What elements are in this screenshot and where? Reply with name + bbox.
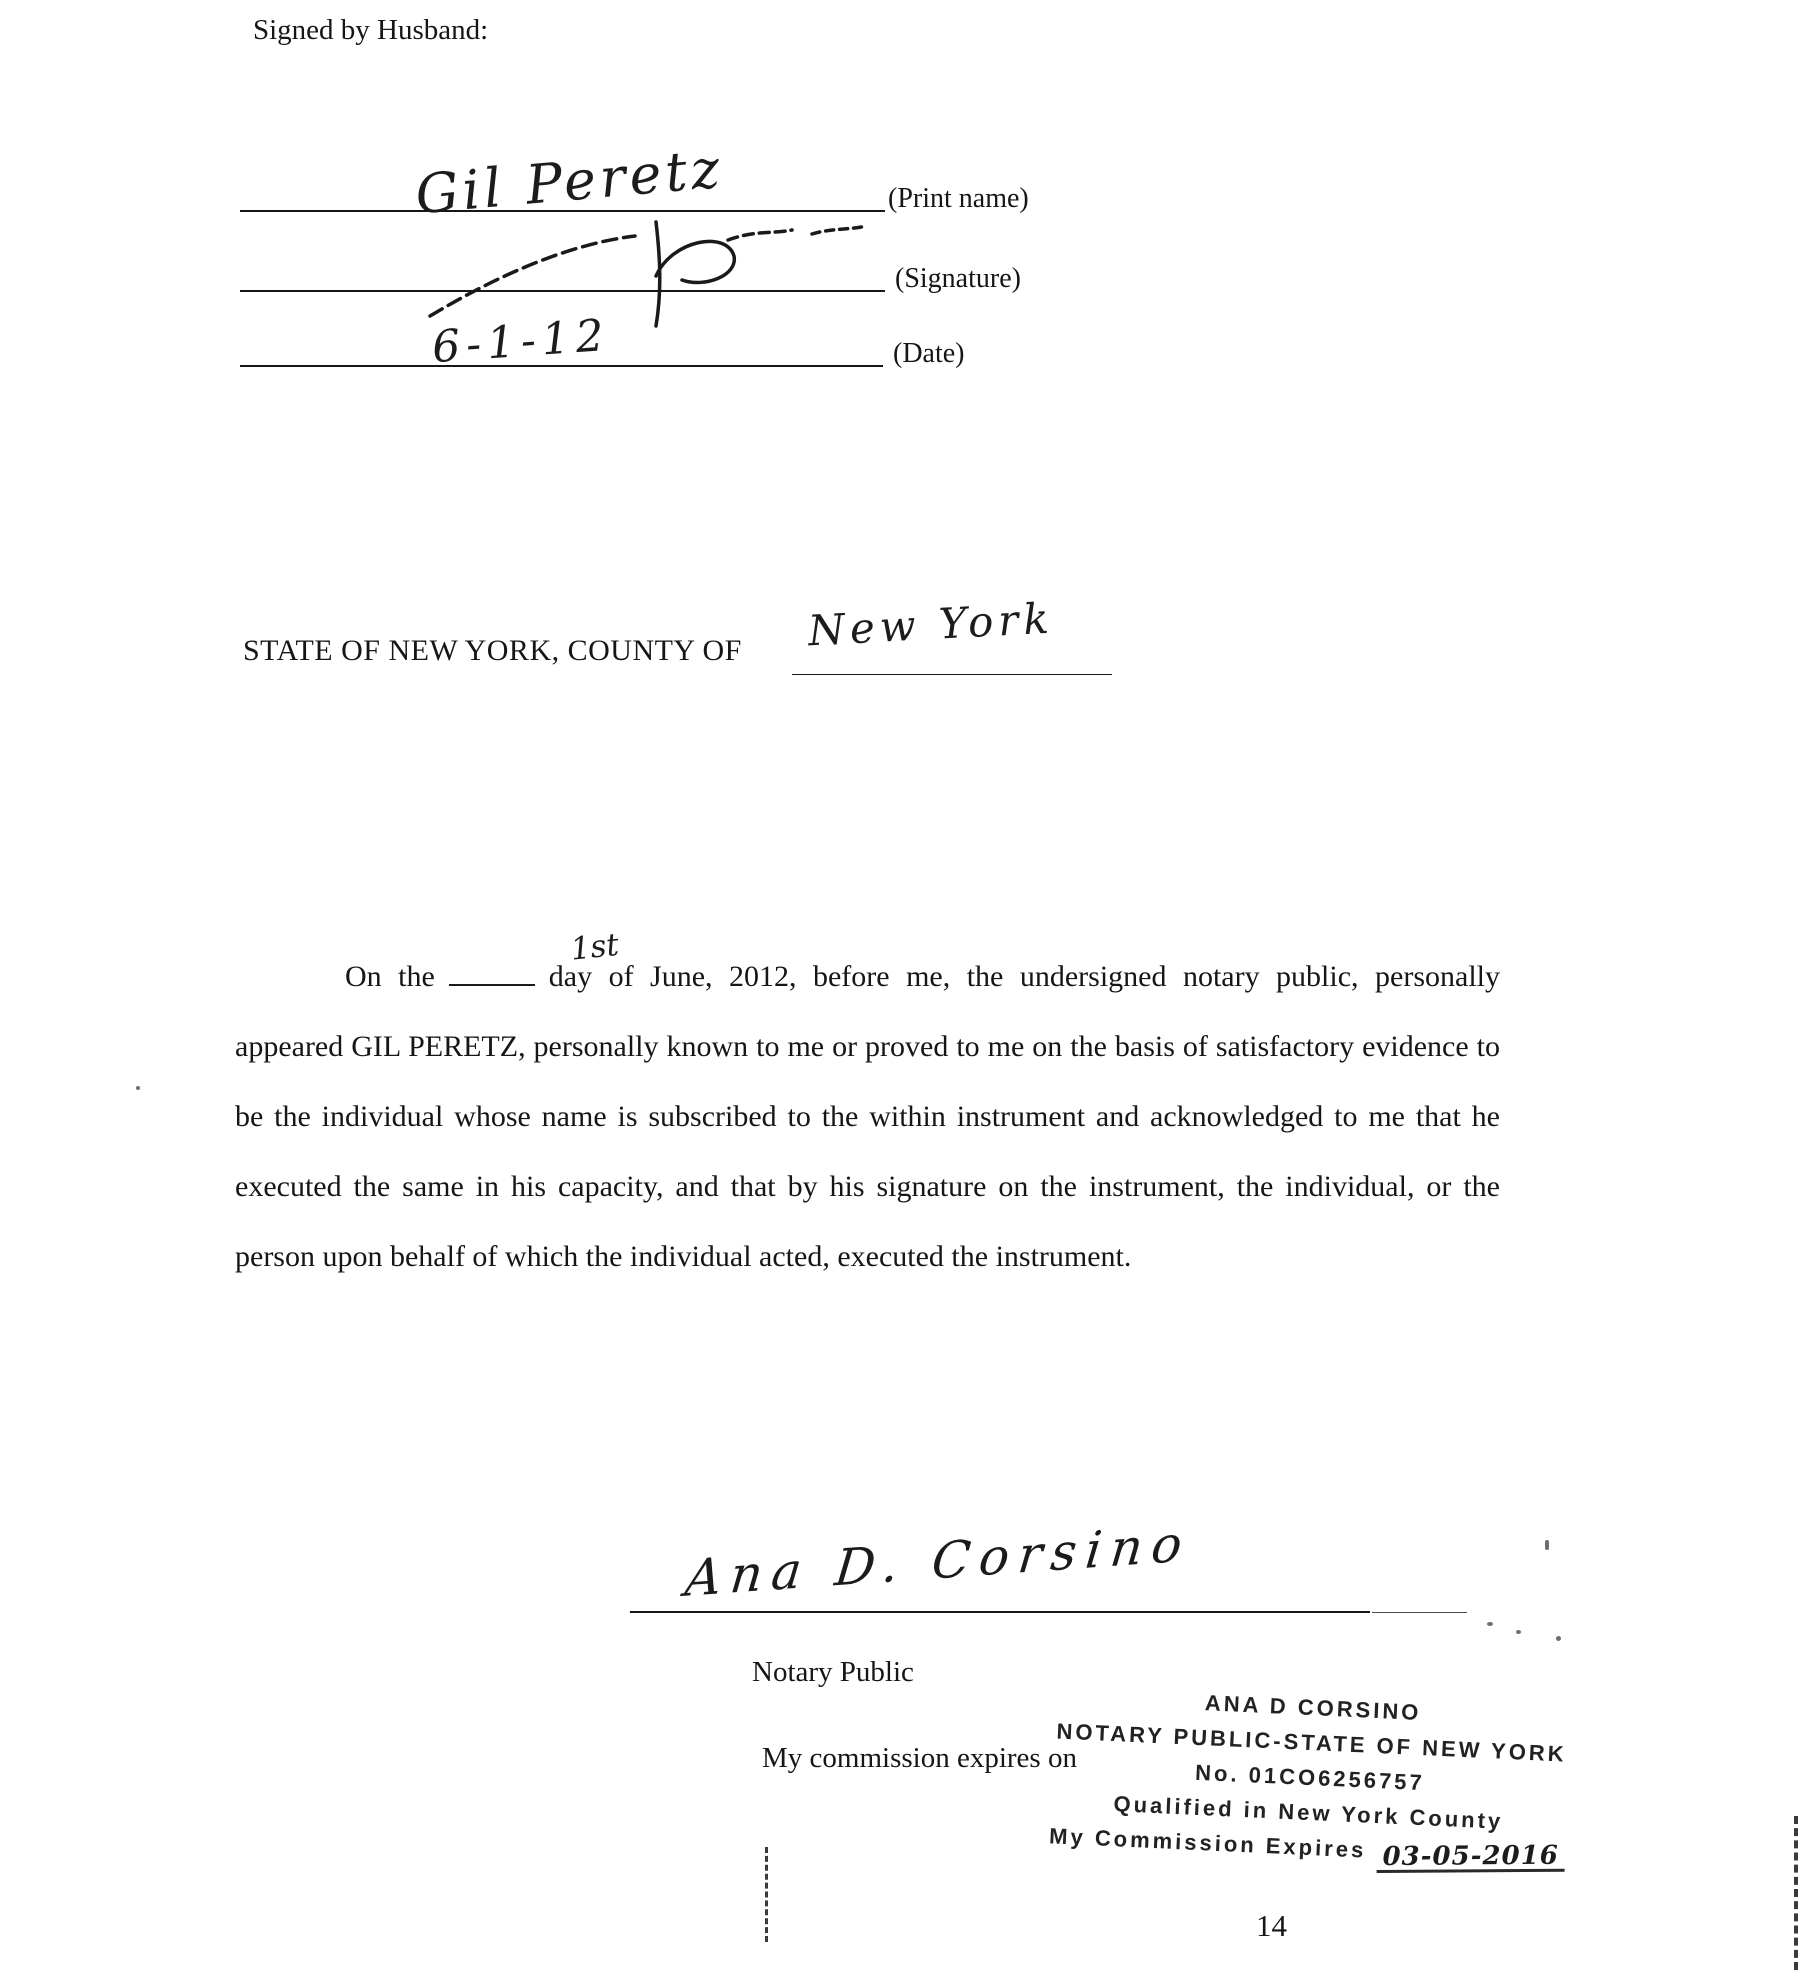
scan-artifact-edge-line <box>1794 1816 1798 1970</box>
handwritten-expiry-date: 03-05-2016 <box>1376 1843 1565 1873</box>
signature-line <box>240 290 885 292</box>
notary-signature-line <box>630 1611 1370 1613</box>
ink-speck <box>1487 1622 1493 1626</box>
signature-label: (Signature) <box>895 263 1021 294</box>
acknowledgment-text-body: day of June, 2012, before me, the undersigned notary public, personally appeared GIL PERETZ, personally known to me or proved to me on the basis of satisfactory evidence to be the individual whose name is subscribed to the within instrument and acknowledged to me that he executed the same in his capacity, and that by his signature on the instrument, the individual, or the person upon behalf of which the individual acted, executed the instrument. <box>235 960 1500 1273</box>
margin-speck <box>136 1086 140 1090</box>
day-fill-in-blank <box>449 926 621 986</box>
notary-public-label: Notary Public <box>752 1656 914 1688</box>
handwritten-date: 6-1-12 <box>430 309 612 374</box>
scan-artifact-dotted-line <box>765 1847 768 1942</box>
commission-expires-label: My commission expires on <box>762 1742 1077 1774</box>
stamp-notary-name: ANA D CORSINO <box>1204 1690 1422 1725</box>
husband-signature-scribble <box>420 218 900 328</box>
print-name-line <box>240 210 885 212</box>
print-name-label: (Print name) <box>888 183 1029 214</box>
stamp-notary-title: NOTARY PUBLIC-STATE OF NEW YORK <box>1055 1718 1568 1767</box>
stamp-qualified-county: Qualified in New York County <box>1113 1791 1504 1834</box>
ink-speck <box>1545 1540 1549 1550</box>
date-line <box>240 365 883 367</box>
page-number: 14 <box>1256 1908 1287 1943</box>
notary-signature-script: Ana D. Corsino <box>682 1514 1194 1608</box>
acknowledgment-text-start: On the <box>345 960 435 993</box>
date-label: (Date) <box>893 338 965 369</box>
handwritten-county: New York <box>806 593 1055 656</box>
notary-signature-line-extension <box>1372 1612 1467 1613</box>
handwritten-day: 1st <box>568 926 621 968</box>
handwritten-print-name: Gil Peretz <box>412 136 726 227</box>
ink-speck <box>1516 1630 1521 1634</box>
stamp-expires-label: My Commission Expires <box>1048 1823 1367 1863</box>
county-underline <box>792 674 1112 675</box>
stamp-commission-number: No. 01CO6256757 <box>1194 1759 1426 1796</box>
notary-stamp <box>951 1674 1668 1881</box>
acknowledgment-paragraph <box>235 926 1500 1292</box>
signed-by-husband-label: Signed by Husband: <box>253 14 489 46</box>
state-county-label: STATE OF NEW YORK, COUNTY OF <box>243 634 742 667</box>
ink-speck <box>1556 1636 1561 1641</box>
